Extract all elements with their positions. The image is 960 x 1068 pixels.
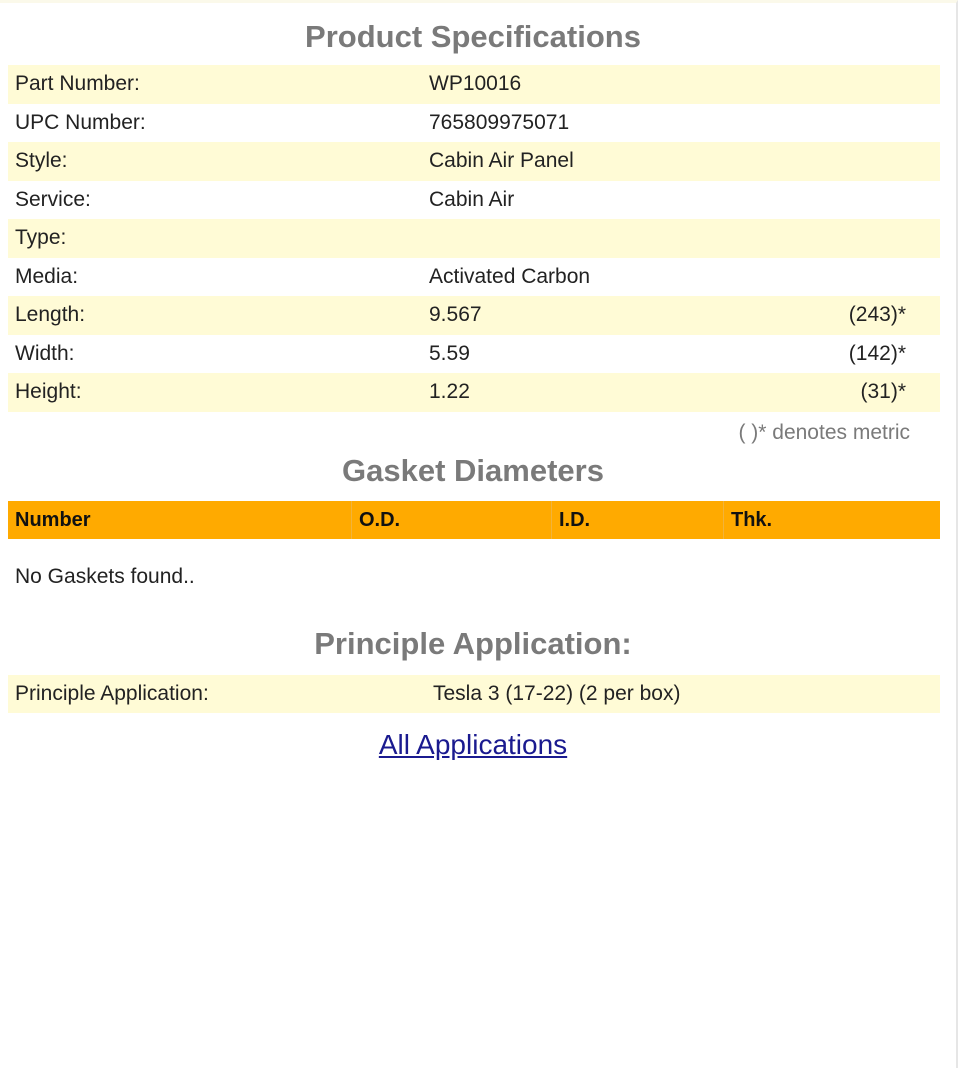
spec-value: 9.567 [429, 303, 482, 326]
spec-label: Height: [15, 380, 82, 403]
gasket-diameters-title: Gasket Diameters [342, 453, 604, 488]
product-specifications-title: Product Specifications [305, 19, 641, 54]
spec-value: 5.59 [429, 341, 470, 365]
all-applications-link[interactable]: All Applications [378, 729, 568, 760]
spec-value: Cabin Air [429, 187, 515, 211]
spec-row-width [8, 335, 940, 374]
principle-application-row [8, 675, 940, 713]
application-label: Principle Application: [15, 682, 209, 705]
spec-row-style [8, 142, 940, 181]
spec-row-height [8, 373, 940, 412]
gasket-col-od: O.D. [351, 501, 551, 539]
spec-label: Part Number: [15, 72, 140, 95]
spec-value: Activated Carbon [429, 264, 591, 288]
spec-value: 765809975071 [429, 110, 570, 134]
spec-label: Width: [15, 341, 75, 365]
principle-application-title: Principle Application: [314, 626, 632, 661]
spec-value: Cabin Air Panel [429, 149, 574, 172]
spec-value: 1.22 [429, 380, 470, 403]
gasket-col-number: Number [15, 509, 91, 531]
spec-row-part-number [8, 65, 940, 104]
spec-label: Style: [15, 149, 68, 172]
no-gaskets-message: No Gaskets found.. [15, 565, 195, 588]
spec-metric-value: (142)* [848, 341, 906, 365]
spec-row-upc-number [8, 104, 940, 143]
gasket-table-header [8, 501, 940, 539]
spec-label: Length: [15, 303, 86, 326]
spec-row-service [8, 181, 940, 220]
spec-row-media [8, 258, 940, 297]
spec-value: WP10016 [429, 72, 522, 95]
spec-metric-value: (31)* [860, 380, 906, 403]
gasket-col-id: I.D. [551, 501, 723, 539]
metric-note: ( )* denotes metric [738, 421, 910, 444]
spec-label: Service: [15, 187, 91, 211]
spec-row-length [8, 296, 940, 335]
gasket-col-thk: Thk. [723, 501, 940, 539]
spec-label: Media: [15, 264, 79, 288]
spec-metric-value: (243)* [848, 303, 906, 326]
spec-label: UPC Number: [15, 110, 146, 134]
application-value: Tesla 3 (17-22) (2 per box) [433, 682, 681, 705]
spec-row-type [8, 219, 940, 258]
spec-table [8, 65, 940, 412]
spec-label: Type: [15, 226, 67, 249]
